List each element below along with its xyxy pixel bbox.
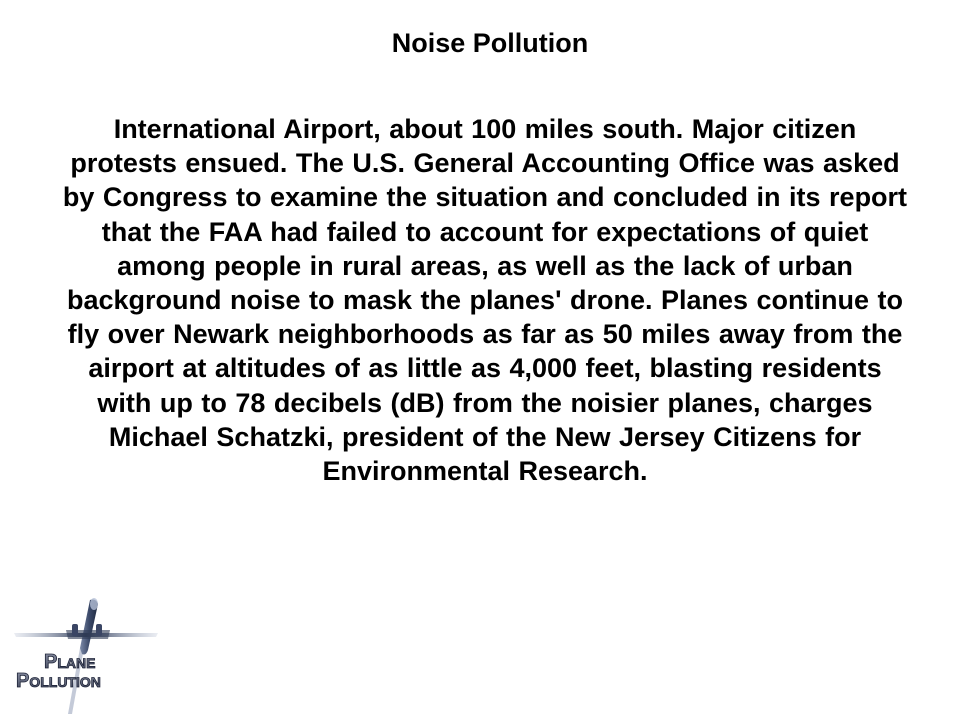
slide-body-text: International Airport, about 100 miles south. Major citizen protests ensued. The U.S. General Accounting Office was asked by Congress to examine the situation and concluded in its report that the FAA had failed to account for expectations of quiet among people in rural areas, as well as the lack of urban background noise to mask the planes' drone. Planes continue to fly over Newark neighborhoods as far as 50 miles away from the airport at altitudes of as little as 4,000 feet, blasting residents with up to 78 decibels (dB) from the noisier planes, charges Michael Schatzki, president of the New Jersey Citizens for Environmental Research.: [62, 114, 908, 487]
logo-line2: Pollution: [16, 670, 101, 692]
slide-title: Noise Pollution: [391, 28, 589, 58]
plane-pollution-logo: [6, 590, 166, 718]
logo-graphic: [6, 590, 166, 718]
logo-line1: Plane: [44, 651, 96, 673]
logo-wordmark: [16, 651, 101, 692]
